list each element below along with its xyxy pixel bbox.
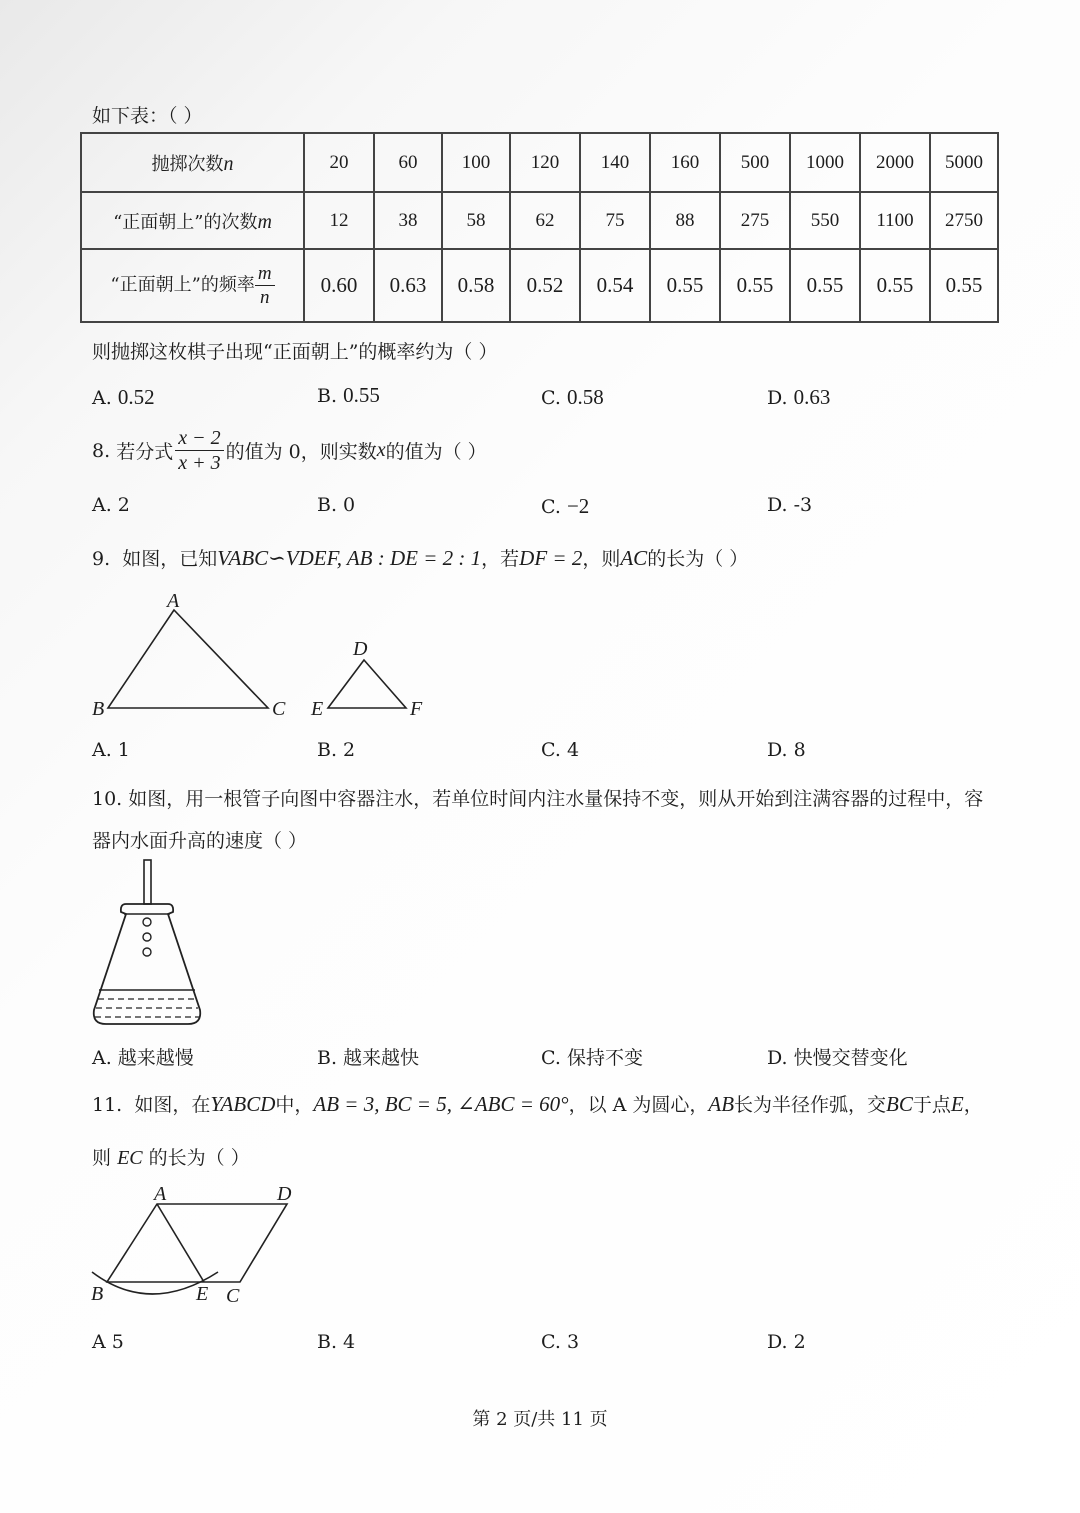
n-cell: 1000 xyxy=(790,133,860,192)
q8-option-a[interactable]: A. 2 xyxy=(92,494,130,516)
q8-stem: 8. 若分式 $\frac{x - 2}{x + 3}$ 的值为 0，则实数 x 的值为（ ） xyxy=(92,427,487,474)
n-cell: 160 xyxy=(650,133,720,192)
q9-stem: 9. 如图，已知VABC∽VDEF, AB : DE = 2 : 1，若DF = 2，则AC的长为（ ） xyxy=(92,546,749,570)
q11-option-a[interactable]: A 5 xyxy=(92,1331,124,1353)
bubble xyxy=(143,948,151,956)
q11-option-d[interactable]: D. 2 xyxy=(767,1331,806,1353)
q9-similar-triangles-figure xyxy=(80,588,440,723)
m-cell: 1100 xyxy=(860,192,930,249)
n-cell: 120 xyxy=(510,133,580,192)
m-cell: 58 xyxy=(442,192,510,249)
q11-stem-line1: 11. 如图，在YABCD中，AB = 3, BC = 5, ∠ABC = 60°，以 A 为圆心，AB长为半径作弧，交BC于点E， xyxy=(92,1092,983,1116)
q8-fraction: $\frac{x - 2}{x + 3}$ xyxy=(175,428,223,473)
q8-option-c[interactable]: C. −2 xyxy=(541,494,590,518)
m-cell: 550 xyxy=(790,192,860,249)
m-cell: 275 xyxy=(720,192,790,249)
n-cell: 60 xyxy=(374,133,442,192)
q11-parallelogram-figure xyxy=(80,1178,320,1310)
freq-cell: 0.55 xyxy=(720,249,790,322)
q9-option-d[interactable]: D. 8 xyxy=(767,739,806,761)
m-cell: 75 xyxy=(580,192,650,249)
q11-option-b[interactable]: B. 4 xyxy=(317,1331,356,1353)
q7-option-a[interactable]: A. 0.52 xyxy=(92,385,155,409)
freq-cell: 0.55 xyxy=(860,249,930,322)
q10-option-b[interactable]: B. 越来越快 xyxy=(317,1047,420,1069)
table-row-throws xyxy=(81,133,998,192)
m-cell: 38 xyxy=(374,192,442,249)
segment-ae xyxy=(157,1204,204,1282)
n-cell: 500 xyxy=(720,133,790,192)
q9-option-b[interactable]: B. 2 xyxy=(317,739,356,761)
m-cell: 62 xyxy=(510,192,580,249)
m-over-n-fraction: $\frac{m}{n}$ xyxy=(255,264,275,307)
q7-stem: 则抛掷这枚棋子出现“正面朝上”的概率约为（ ） xyxy=(92,341,498,363)
table-row-heads-frequency xyxy=(81,249,998,322)
freq-cell: 0.55 xyxy=(930,249,998,322)
label-c: C xyxy=(272,698,286,720)
q7-option-b[interactable]: B. 0.55 xyxy=(317,383,380,407)
label-d: D xyxy=(353,638,368,660)
page-footer: 第 2 页/共 11 页 xyxy=(472,1409,608,1430)
table-row-heads-count xyxy=(81,192,998,249)
n-cell: 2000 xyxy=(860,133,930,192)
n-cell: 5000 xyxy=(930,133,998,192)
q10-option-d[interactable]: D. 快慢交替变化 xyxy=(767,1047,908,1069)
frequency-table xyxy=(80,132,999,323)
label-e: E xyxy=(196,1283,209,1305)
freq-cell: 0.52 xyxy=(510,249,580,322)
q11-stem-line2: 则 EC 的长为（ ） xyxy=(92,1147,250,1169)
water-pipe xyxy=(144,860,151,904)
flask-outline xyxy=(94,904,201,1024)
freq-cell: 0.60 xyxy=(304,249,374,322)
label-b: B xyxy=(91,1283,104,1305)
q10-option-a[interactable]: A. 越来越慢 xyxy=(92,1047,194,1069)
freq-cell: 0.55 xyxy=(790,249,860,322)
label-a: A xyxy=(167,590,180,612)
n-cell: 100 xyxy=(442,133,510,192)
triangle-abc xyxy=(108,610,268,708)
q9-option-a[interactable]: A. 1 xyxy=(92,739,130,761)
q10-stem-line2: 器内水面升高的速度（ ） xyxy=(92,830,308,852)
freq-cell: 0.63 xyxy=(374,249,442,322)
m-cell: 2750 xyxy=(930,192,998,249)
label-d: D xyxy=(277,1183,292,1205)
q10-option-c[interactable]: C. 保持不变 xyxy=(541,1047,643,1069)
bubble xyxy=(143,918,151,926)
freq-cell: 0.58 xyxy=(442,249,510,322)
q7-option-c[interactable]: C. 0.58 xyxy=(541,385,604,409)
bubble xyxy=(143,933,151,941)
q8-option-b[interactable]: B. 0 xyxy=(317,494,356,516)
n-cell: 140 xyxy=(580,133,650,192)
q7-option-d[interactable]: D. 0.63 xyxy=(767,385,831,409)
label-b: B xyxy=(92,698,105,720)
label-a: A xyxy=(154,1183,167,1205)
q10-stem-line1: 10. 如图，用一根管子向图中容器注水，若单位时间内注水量保持不变，则从开始到注满容器的过程中，容 xyxy=(92,788,984,810)
q11-option-c[interactable]: C. 3 xyxy=(541,1331,580,1353)
row-label-heads-count: “正面朝上”的次数m xyxy=(81,192,304,249)
flask-container-figure xyxy=(86,858,216,1030)
triangle-def xyxy=(328,660,406,708)
q8-option-d[interactable]: D. -3 xyxy=(767,494,813,516)
row-label-heads-frequency: “正面朝上”的频率 $\frac{m}{n}$ xyxy=(81,249,304,322)
freq-cell: 0.55 xyxy=(650,249,720,322)
label-e: E xyxy=(311,698,324,720)
label-f: F xyxy=(410,698,423,720)
freq-cell: 0.54 xyxy=(580,249,650,322)
table-intro: 如下表：（ ） xyxy=(92,105,203,127)
row-label-throws: 抛掷次数n xyxy=(81,133,304,192)
q9-option-c[interactable]: C. 4 xyxy=(541,739,580,761)
m-cell: 88 xyxy=(650,192,720,249)
n-cell: 20 xyxy=(304,133,374,192)
m-cell: 12 xyxy=(304,192,374,249)
label-c: C xyxy=(226,1285,240,1307)
